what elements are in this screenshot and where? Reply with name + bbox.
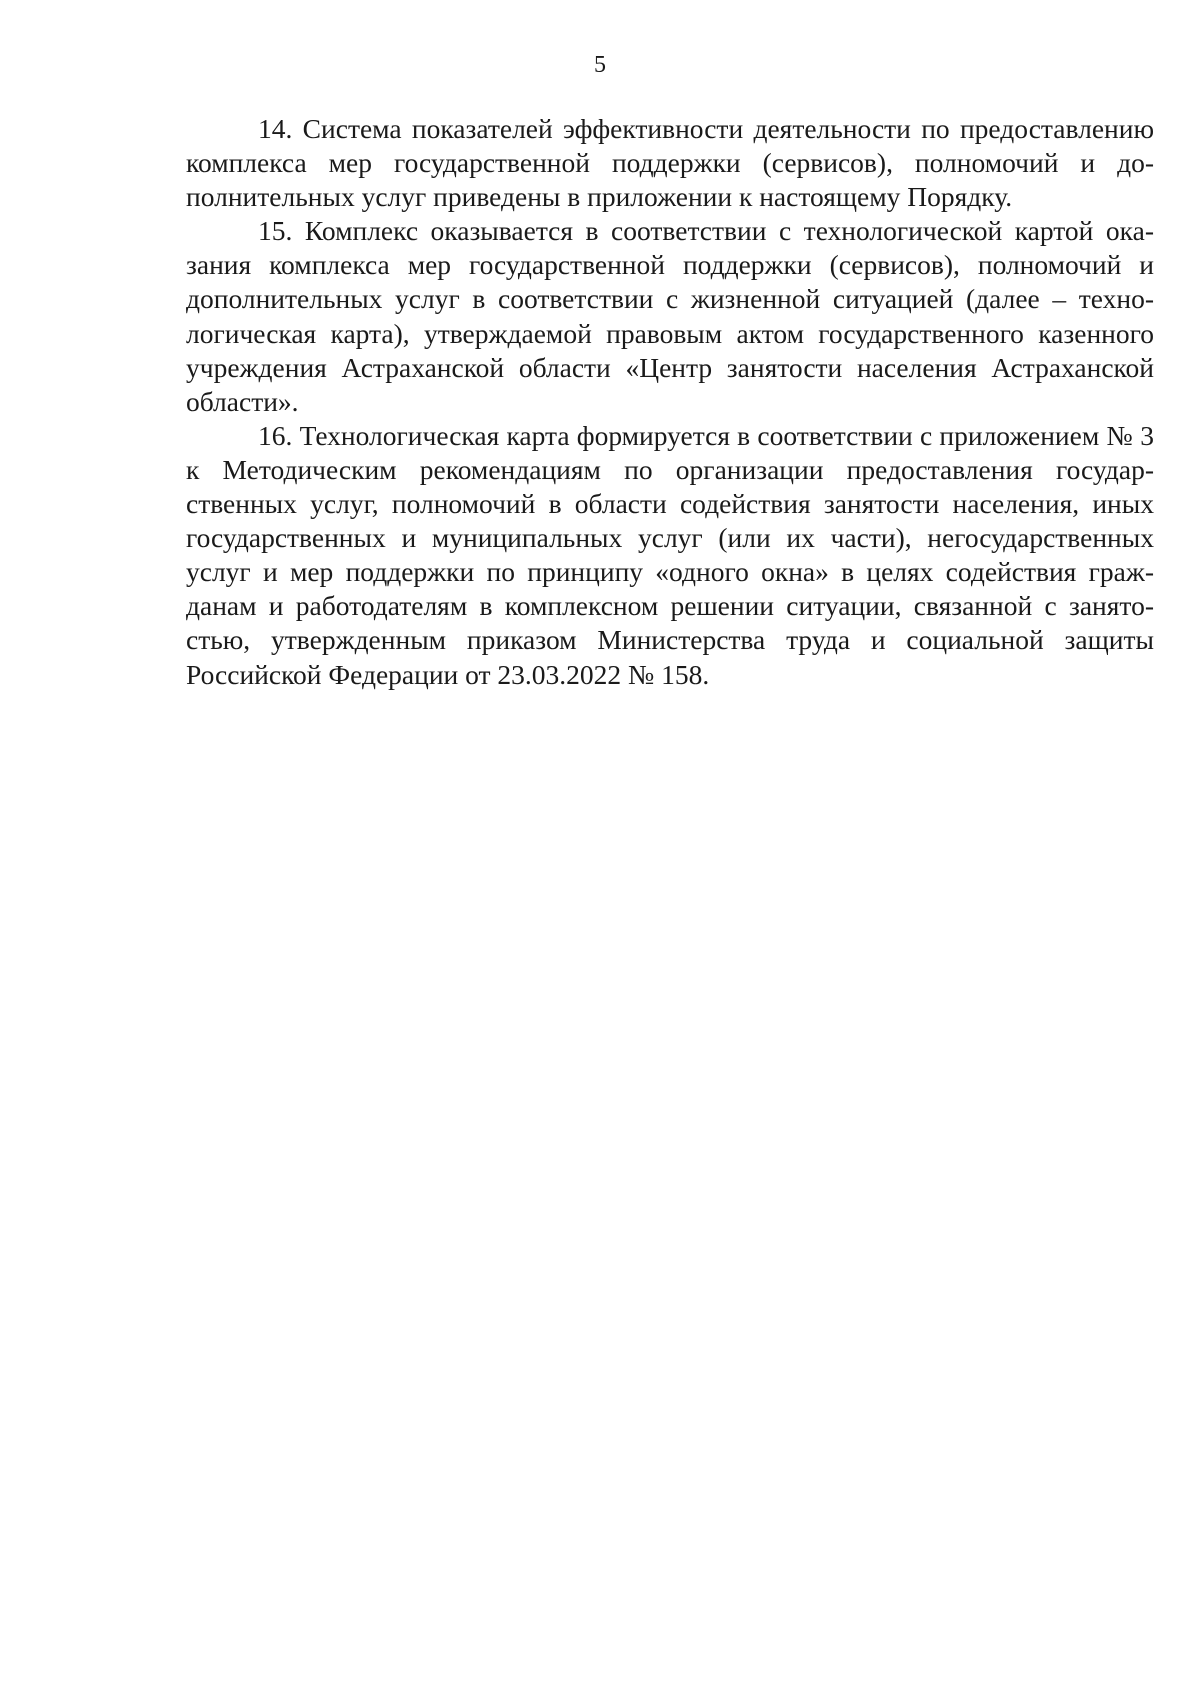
document-body	[186, 112, 1154, 692]
paragraph-16: 16. Технологическая карта формируется в соответствии с приложением № 3 к Методическим рекомендациям по организации предоставления государственных услуг, полномочий в области содействия занятости населения, иных государственных и муниципальных услуг (или их части), негосударственных услуг и мер поддержки по принципу «одного окна» в целях содействия гражданам и работодателям в комплексном решении ситуации, связанной с занятостью, утвержденным приказом Министерства труда и социальной защиты Российской Федерации от 23.03.2022 № 158.	[186, 419, 1154, 690]
page-number: 5	[594, 52, 606, 78]
paragraph-14: 14. Система показателей эффективности деятельности по предоставлению комплекса мер государственной поддержки (сервисов), полномочий и дополнительных услуг приведены в приложении к настоящему Порядку.	[186, 113, 1154, 213]
paragraph-15: 15. Комплекс оказывается в соответствии с технологической картой оказания комплекса мер государственной поддержки (сервисов), полномочий и дополнительных услуг в соответствии с жизненной ситуацией (далее – технологическая карта), утверждаемой правовым актом государственного казенного учреждения Астраханской области «Центр занятости населения Астраханской области».	[186, 215, 1154, 417]
